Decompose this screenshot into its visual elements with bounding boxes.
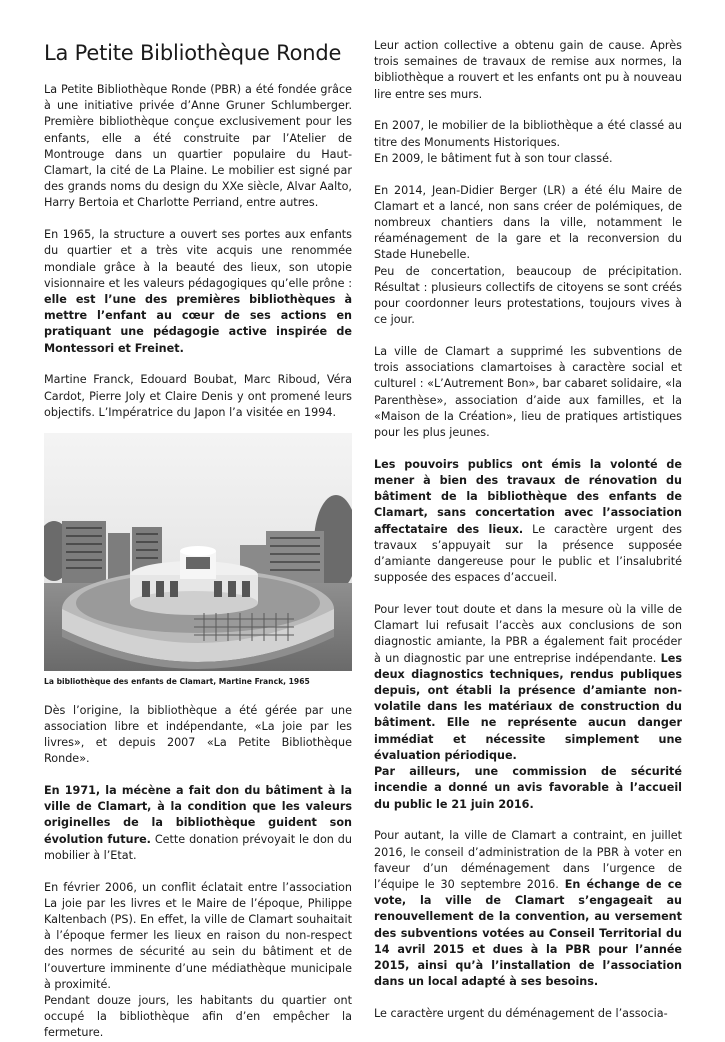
paragraph-gap: [374, 990, 682, 1006]
text: En février 2006, un conflit éclatait entre l’association La joie par les livres et le Maire de l’époque, Philippe Kaltenbach (PS). En effet, la ville de Clamart souhaitait à l’époque fermer les lieux en raison du non-respect des normes de sécurité au sein du bâtiment et de l’ouverture imminente d’une médiathèque municipale à proximité.: [44, 880, 352, 991]
paragraph: [44, 880, 352, 993]
library-photo: [44, 433, 352, 671]
paragraph-gap: [374, 813, 682, 829]
paragraph: [374, 118, 682, 150]
paragraph-gap: [44, 864, 352, 880]
bold-text: Les deux diagnostics techniques, rendus publiques depuis, ont établi la présence d’amiante non-volatile dans les matériaux de construction du bâtiment. Elle ne représente aucun danger immédiat et nécessite simplement une évaluation périodique.: [374, 651, 682, 762]
text: En 2009, le bâtiment fut à son tour classé.: [374, 151, 613, 165]
paragraph-gap: [44, 357, 352, 373]
text: En 1965, la structure a ouvert ses portes aux enfants du quartier et a très vite acquis une renommée mondiale grâce à la beauté des lieux, son utopie visionnaire et les valeurs pédagogiques qu’elle prône :: [44, 228, 352, 290]
text: En 2014, Jean-Didier Berger (LR) a été élu Maire de Clamart et a lancé, non sans créer de polémiques, de nombreux chantiers dans la ville, notamment le réaménagement de la gare et la reconversion du Stade Hunebelle.: [374, 183, 682, 262]
paragraph-gap: [44, 687, 352, 703]
bold-text: elle est l’une des premières bibliothèques à mettre l’enfant au cœur de ses actions en pratiquant une pédagogie active inspirée de Montessori et Freinet.: [44, 293, 352, 355]
paragraph: [374, 151, 682, 167]
right-column: [374, 38, 682, 1022]
library-building-image: [44, 433, 352, 671]
paragraph-gap: [374, 103, 682, 119]
text: Pour lever tout doute et dans la mesure où la ville de Clamart lui refusait l’accès aux conclusions de son diagnostic amiante, la PBR a également fait procéder à un diagnostic par une entreprise indépendante.: [374, 603, 682, 665]
text: Cette donation prévoyait le don du mobilier à l’Etat.: [44, 832, 352, 862]
paragraph: [44, 82, 352, 212]
paragraph: [374, 764, 682, 813]
text: Dès l’origine, la bibliothèque a été gérée par une association libre et indépendante, «La joie par les livres», et depuis 2007 «La Petite Bibliothèque Ronde».: [44, 703, 352, 766]
paragraph-gap: [374, 586, 682, 602]
text: Pour autant, la ville de Clamart a contraint, en juillet 2016, le conseil d’administration de la PBR à voter en faveur d’un déménagement dans l’urgence de l’équipe le 30 septembre 2016.: [374, 829, 682, 891]
text: Le caractère urgent du déménagement de l’associa-: [374, 1006, 668, 1020]
text: La ville de Clamart a supprimé les subventions de trois associations clamartoises à caractère social et culturel : «L’Autrement Bon», bar cabaret solidaire, «la Parenthèse», association d’aide aux familles, et la «Maison de la Création», lieu de pratiques artistiques pour les plus jeunes.: [374, 345, 682, 440]
bold-text: En échange de ce vote, la ville de Clamart s’engageait au renouvellement de la convention, au versement des subventions votées au Conseil Territorial du 14 avril 2015 et dues à la PBR pour l’année 2015, ainsi qu’à l’installation de l’association dans un local adapté à ses besoins.: [374, 877, 683, 989]
text: Pendant douze jours, les habitants du quartier ont occupé la bibliothèque afin d’en empêcher la fermeture.: [44, 994, 352, 1040]
paragraph: [374, 344, 682, 441]
text: La Petite Bibliothèque Ronde (PBR) a été fondée grâce à une initiative privée d’Anne Gruner Schlumberger. Première bibliothèque conçue exclusivement pour les enfants, elle a été construite par l’Atelier de Montrouge dans un quartier populaire du Haut-Clamart, la cité de La Plaine. Le mobilier est signé par des grands noms du design du XXe siècle, Alvar Aalto, Harry Bertoia et Charlotte Perriand, entre autres.: [44, 83, 352, 210]
text: Leur action collective a obtenu gain de cause. Après trois semaines de travaux de remise aux normes, la bibliothèque a rouvert et les enfants ont pu à nouveau lire entre ses murs.: [374, 39, 682, 101]
paragraph-gap: [374, 328, 682, 344]
text: Le caractère urgent des travaux s’appuyait sur la présence supposée d’amiante dangereuse pour le public et l’insalubrité supposée des espaces d’accueil.: [374, 522, 682, 585]
left-column: [44, 0, 352, 1042]
paragraph: [374, 38, 682, 103]
paragraph-gap: [374, 167, 682, 183]
bold-text: Par ailleurs, une commission de sécurité incendie a donné un avis favorable à l’accueil du public le 21 juin 2016.: [374, 765, 682, 811]
paragraph: [44, 703, 352, 768]
photo-caption: La bibliothèque des enfants de Clamart, Martine Franck, 1965: [44, 677, 310, 687]
text: Martine Franck, Edouard Boubat, Marc Riboud, Véra Cardot, Pierre Joly et Claire Denis y ont promené leurs objectifs. L’Impératrice du Japon l’a visitée en 1994.: [44, 373, 352, 419]
paragraph: [374, 183, 682, 264]
paragraph: [44, 783, 352, 864]
paragraph: [374, 828, 682, 990]
left-column-body: [44, 82, 352, 1042]
text: En 2007, le mobilier de la bibliothèque a été classé au titre des Monuments Historiques.: [374, 119, 682, 149]
bold-text: En 1971, la mécène a fait don du bâtiment à la ville de Clamart, à la condition que les valeurs originelles de la bibliothèque guident son évolution future.: [44, 784, 352, 846]
paragraph: [374, 1006, 682, 1022]
paragraph: [44, 993, 352, 1042]
paragraph: [374, 264, 682, 329]
paragraph: [374, 602, 682, 764]
paragraph: [44, 227, 352, 357]
paragraph: [374, 457, 682, 587]
bold-text: Les pouvoirs publics ont émis la volonté de mener à bien des travaux de rénovation du bâtiment de la bibliothèque des enfants de Clamart, sans concertation avec l’association affectataire des lieux.: [374, 457, 682, 536]
paragraph-gap: [374, 441, 682, 457]
right-column-body: [374, 38, 682, 1022]
paragraph: [44, 372, 352, 421]
text: Peu de concertation, beaucoup de précipitation. Résultat : plusieurs collectifs de citoyens se sont créés pour coordonner leurs protestations, toujours vives à ce jour.: [374, 264, 682, 327]
paragraph-gap: [44, 212, 352, 228]
page-title: La Petite Bibliothèque Ronde: [44, 41, 342, 65]
paragraph-gap: [44, 767, 352, 783]
